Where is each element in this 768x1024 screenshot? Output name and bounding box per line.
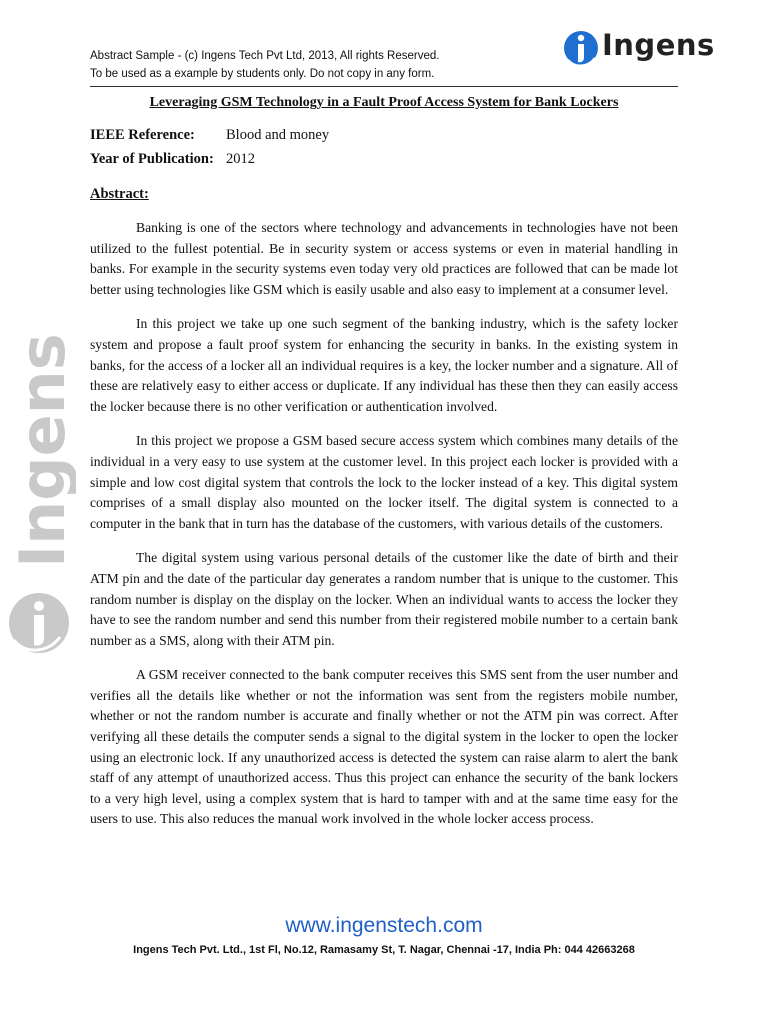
ingens-logo-text: Ingens bbox=[602, 28, 715, 62]
document-title: Leveraging GSM Technology in a Fault Proof Access System for Bank Lockers bbox=[149, 95, 619, 110]
abstract-paragraph-5: A GSM receiver connected to the bank computer receives this SMS sent from the user number and verifies all the details like whether or not the information was sent from the registers mobile number, whether or not the random number is accurate and finally whether or not the ATM pin was correct. After verifying all these details the computer sends a signal to the digital system in the locker to open the locker using an electronic lock. If any unauthorized access is detected the system can raise alarm to alert the bank staff of any attempt of unauthorized access. Thus this project can enhance the security of the bank lockers to a very high level, using a complex system that is hard to tamper with and at the same time easy for the users to use. This also reduces the manual work involved in the whole locker access process. bbox=[90, 667, 678, 827]
header-line-2: To be used as a example by students only. Do not copy in any form. bbox=[90, 68, 435, 80]
company-address: Ingens Tech Pvt. Ltd., 1st Fl, No.12, Ramasamy St, T. Nagar, Chennai -17, India Ph: 044 42663268 bbox=[133, 944, 635, 956]
abstract-paragraph-4: The digital system using various personal details of the customer like the date of birth and their ATM pin and the date of the particular day generates a random number that is unique to the customer. This random number is display on the display on the locker. When an individual wants to access the locker they have to see the random number and send this number from their registered mobile number to a certain bank number as a SMS, along with their ATM pin. bbox=[90, 550, 678, 648]
ieee-reference-value: Blood and money bbox=[226, 127, 330, 143]
ieee-reference-row bbox=[90, 127, 329, 144]
watermark-logo-icon bbox=[6, 318, 76, 698]
website-link[interactable]: www.ingenstech.com bbox=[285, 914, 483, 937]
ieee-reference-label: IEEE Reference: bbox=[90, 127, 195, 143]
side-watermark bbox=[6, 318, 76, 698]
ingens-logo bbox=[562, 26, 742, 70]
abstract-paragraph-3: In this project we propose a GSM based secure access system which combines many details of the individual in a very easy to use system at the customer level. In this project each locker is provided with a simple and low cost digital system that controls the lock to the locker instead of a key. This digital system comprises of a small display also mounted on the locker itself. The digital system is connected to a computer in the bank that in turn has the database of the customers, with various details of the customers. bbox=[90, 433, 678, 531]
header-copyright-note bbox=[90, 47, 439, 83]
year-of-publication-row bbox=[90, 151, 255, 168]
abstract-paragraph-1: Banking is one of the sectors where technology and advancements in technologies have not been utilized to the fullest potential. Be in security system or access systems or even in material handling in banks. For example in the security systems even today very old practices are followed that can be made lot better using technologies like GSM which is easily usable and also easy to implement at a consumer level. bbox=[90, 220, 678, 297]
header-line-1: Abstract Sample - (c) Ingens Tech Pvt Ltd, 2013, All rights Reserved. bbox=[90, 50, 440, 62]
header-divider bbox=[90, 86, 678, 87]
watermark-text: Ingens bbox=[6, 333, 76, 568]
ingens-logo-icon bbox=[562, 26, 602, 70]
abstract-heading: Abstract: bbox=[90, 186, 149, 202]
year-of-publication-label: Year of Publication: bbox=[90, 151, 214, 167]
abstract-body bbox=[90, 218, 678, 844]
abstract-paragraph-2: In this project we take up one such segment of the banking industry, which is the safety locker system and propose a fault proof system for enhancing the security in banks. In the existing system in banks, for the access of a locker all an individual requires is a key, the locker number and a signature. All of these are relatively easy to either access or duplicate. If any individual has these then they can easily access the locker because there is no other verification or authentication involved. bbox=[90, 316, 678, 414]
year-of-publication-value: 2012 bbox=[226, 151, 255, 167]
